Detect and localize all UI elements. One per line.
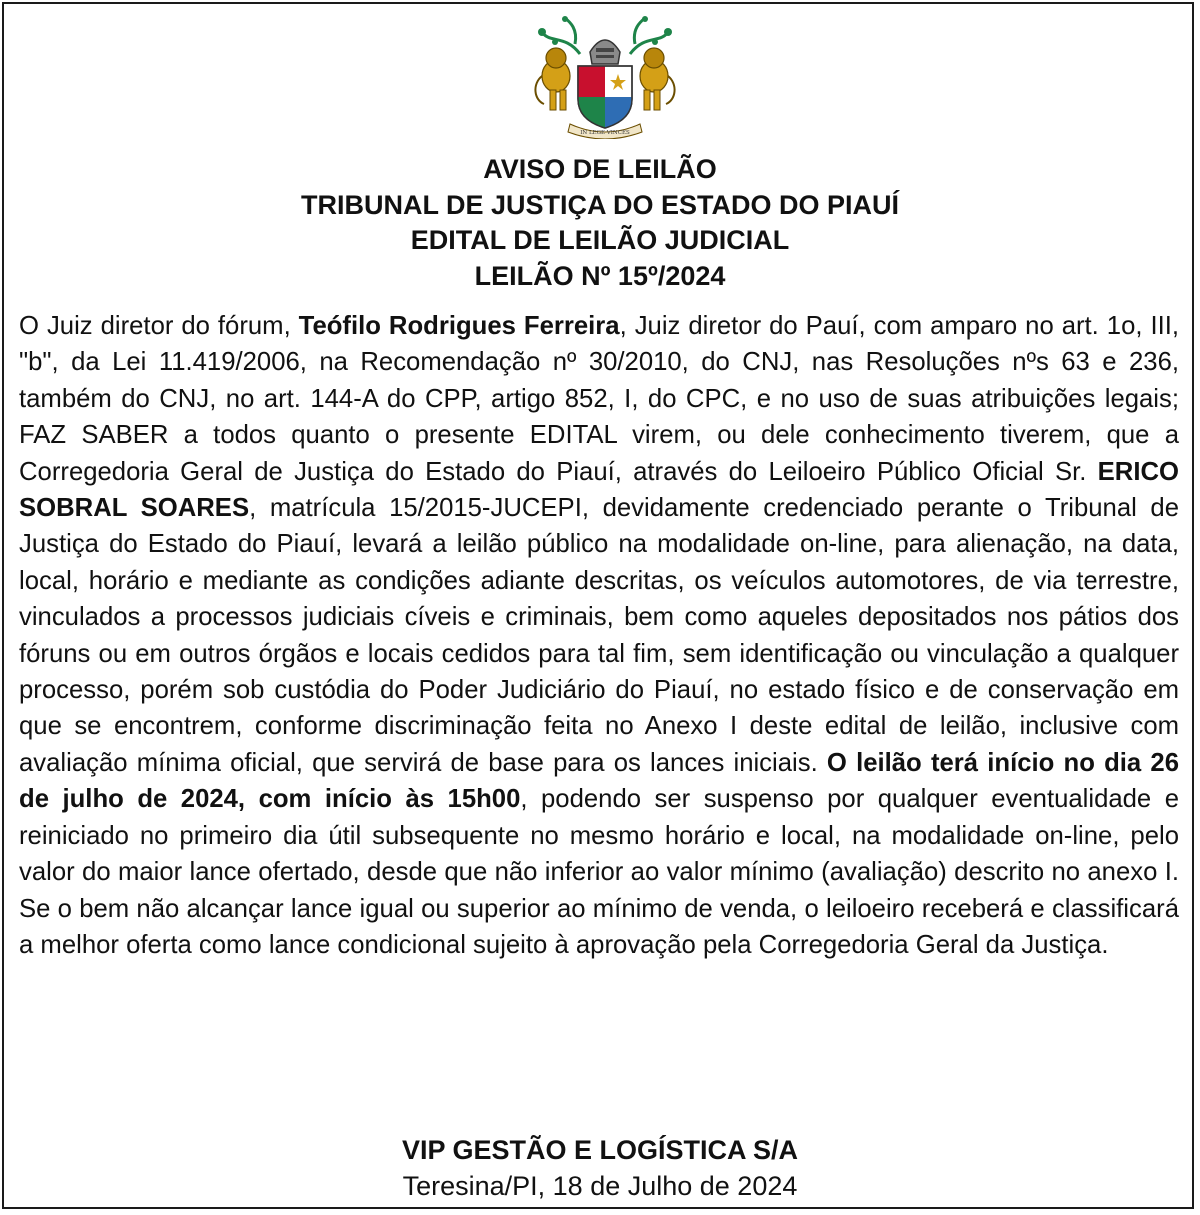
- auction-number: LEILÃO Nº 15º/2024: [474, 260, 726, 291]
- notice-title: AVISO DE LEILÃO: [483, 154, 717, 184]
- place-date: Teresina/PI, 18 de Julho de 2024: [402, 1171, 798, 1201]
- edital-title: EDITAL DE LEILÃO JUDICIAL: [410, 225, 790, 255]
- motto-text: IN LEGE VINCES: [580, 130, 630, 136]
- body-text-4: , podendo ser suspenso por qualquer eventualidade e reiniciado no primeiro dia útil subsequente no mesmo horário e local, na modalidade on-line, pelo valor do maior lance ofertado, desde que não inferior ao valor mínimo (avaliação) descrito no anexo I. Se o bem não alcançar lance igual ou superior ao mínimo de venda, o leiloeiro receberá e classificará a melhor oferta como lance condicional sujeito à aprovação pela Corregedoria Geral da Justiça.: [19, 785, 1180, 959]
- court-name: TRIBUNAL DE JUSTIÇA DO ESTADO DO PIAUÍ: [300, 189, 900, 220]
- lion-left: [535, 48, 570, 110]
- judge-name: Teófilo Rodrigues Ferreira: [298, 312, 620, 340]
- lion-right: [640, 48, 675, 110]
- notice-footer: [0, 1132, 1200, 1204]
- body-text-1: O Juiz diretor do fórum,: [19, 312, 299, 340]
- auction-start-info: O leilão terá início no dia 26 de julho de 2024, com início às 15h00: [19, 748, 1179, 814]
- notice-header: [0, 152, 1200, 294]
- body-text-3: , matrícula 15/2015-JUCEPI, devidamente credenciado perante o Tribunal de Justiça do Estado do Piauí, levará a leilão público na modalidade on-line, para alienação, na data, local, horário e mediante as condições adiante descritas, os veículos automotores, de via terrestre, vinculados a processos judiciais cíveis e criminais, bem como aqueles depositados nos pátios dos fóruns ou em outros órgãos e locais cedidos para tal fim, sem identificação ou vinculação a qualquer processo, porém sob custódia do Poder Judiciário do Piauí, no estado físico e de conservação em que se encontrem, conforme discriminação feita no Anexo I deste edital de leilão, inclusive com avaliação mínima oficial, que servirá de base para os lances iniciais.: [19, 494, 1179, 777]
- coat-of-arms: [520, 14, 690, 139]
- company-name: VIP GESTÃO E LOGÍSTICA S/A: [401, 1135, 799, 1165]
- body-text-2: , Juiz diretor do Pauí, com amparo no art. 1o, III, "b", da Lei 11.419/2006, na Recomendação nº 30/2010, do CNJ, nas Resoluções nºs 63 e 236, também do CNJ, no art. 144-A do CPP, artigo 852, I, do CPC, e no uso de suas atribuições legais; FAZ SABER a todos quanto o presente EDITAL virem, ou dele conhecimento tiverem, que a Corregedoria Geral de Justiça do Estado do Piauí, através do Leiloeiro Público Oficial Sr.: [19, 312, 1179, 486]
- helmet: [590, 40, 620, 64]
- shield: [578, 66, 632, 128]
- notice-body: [19, 308, 1179, 963]
- auctioneer-name: ERICO SOBRAL SOARES: [19, 457, 1179, 523]
